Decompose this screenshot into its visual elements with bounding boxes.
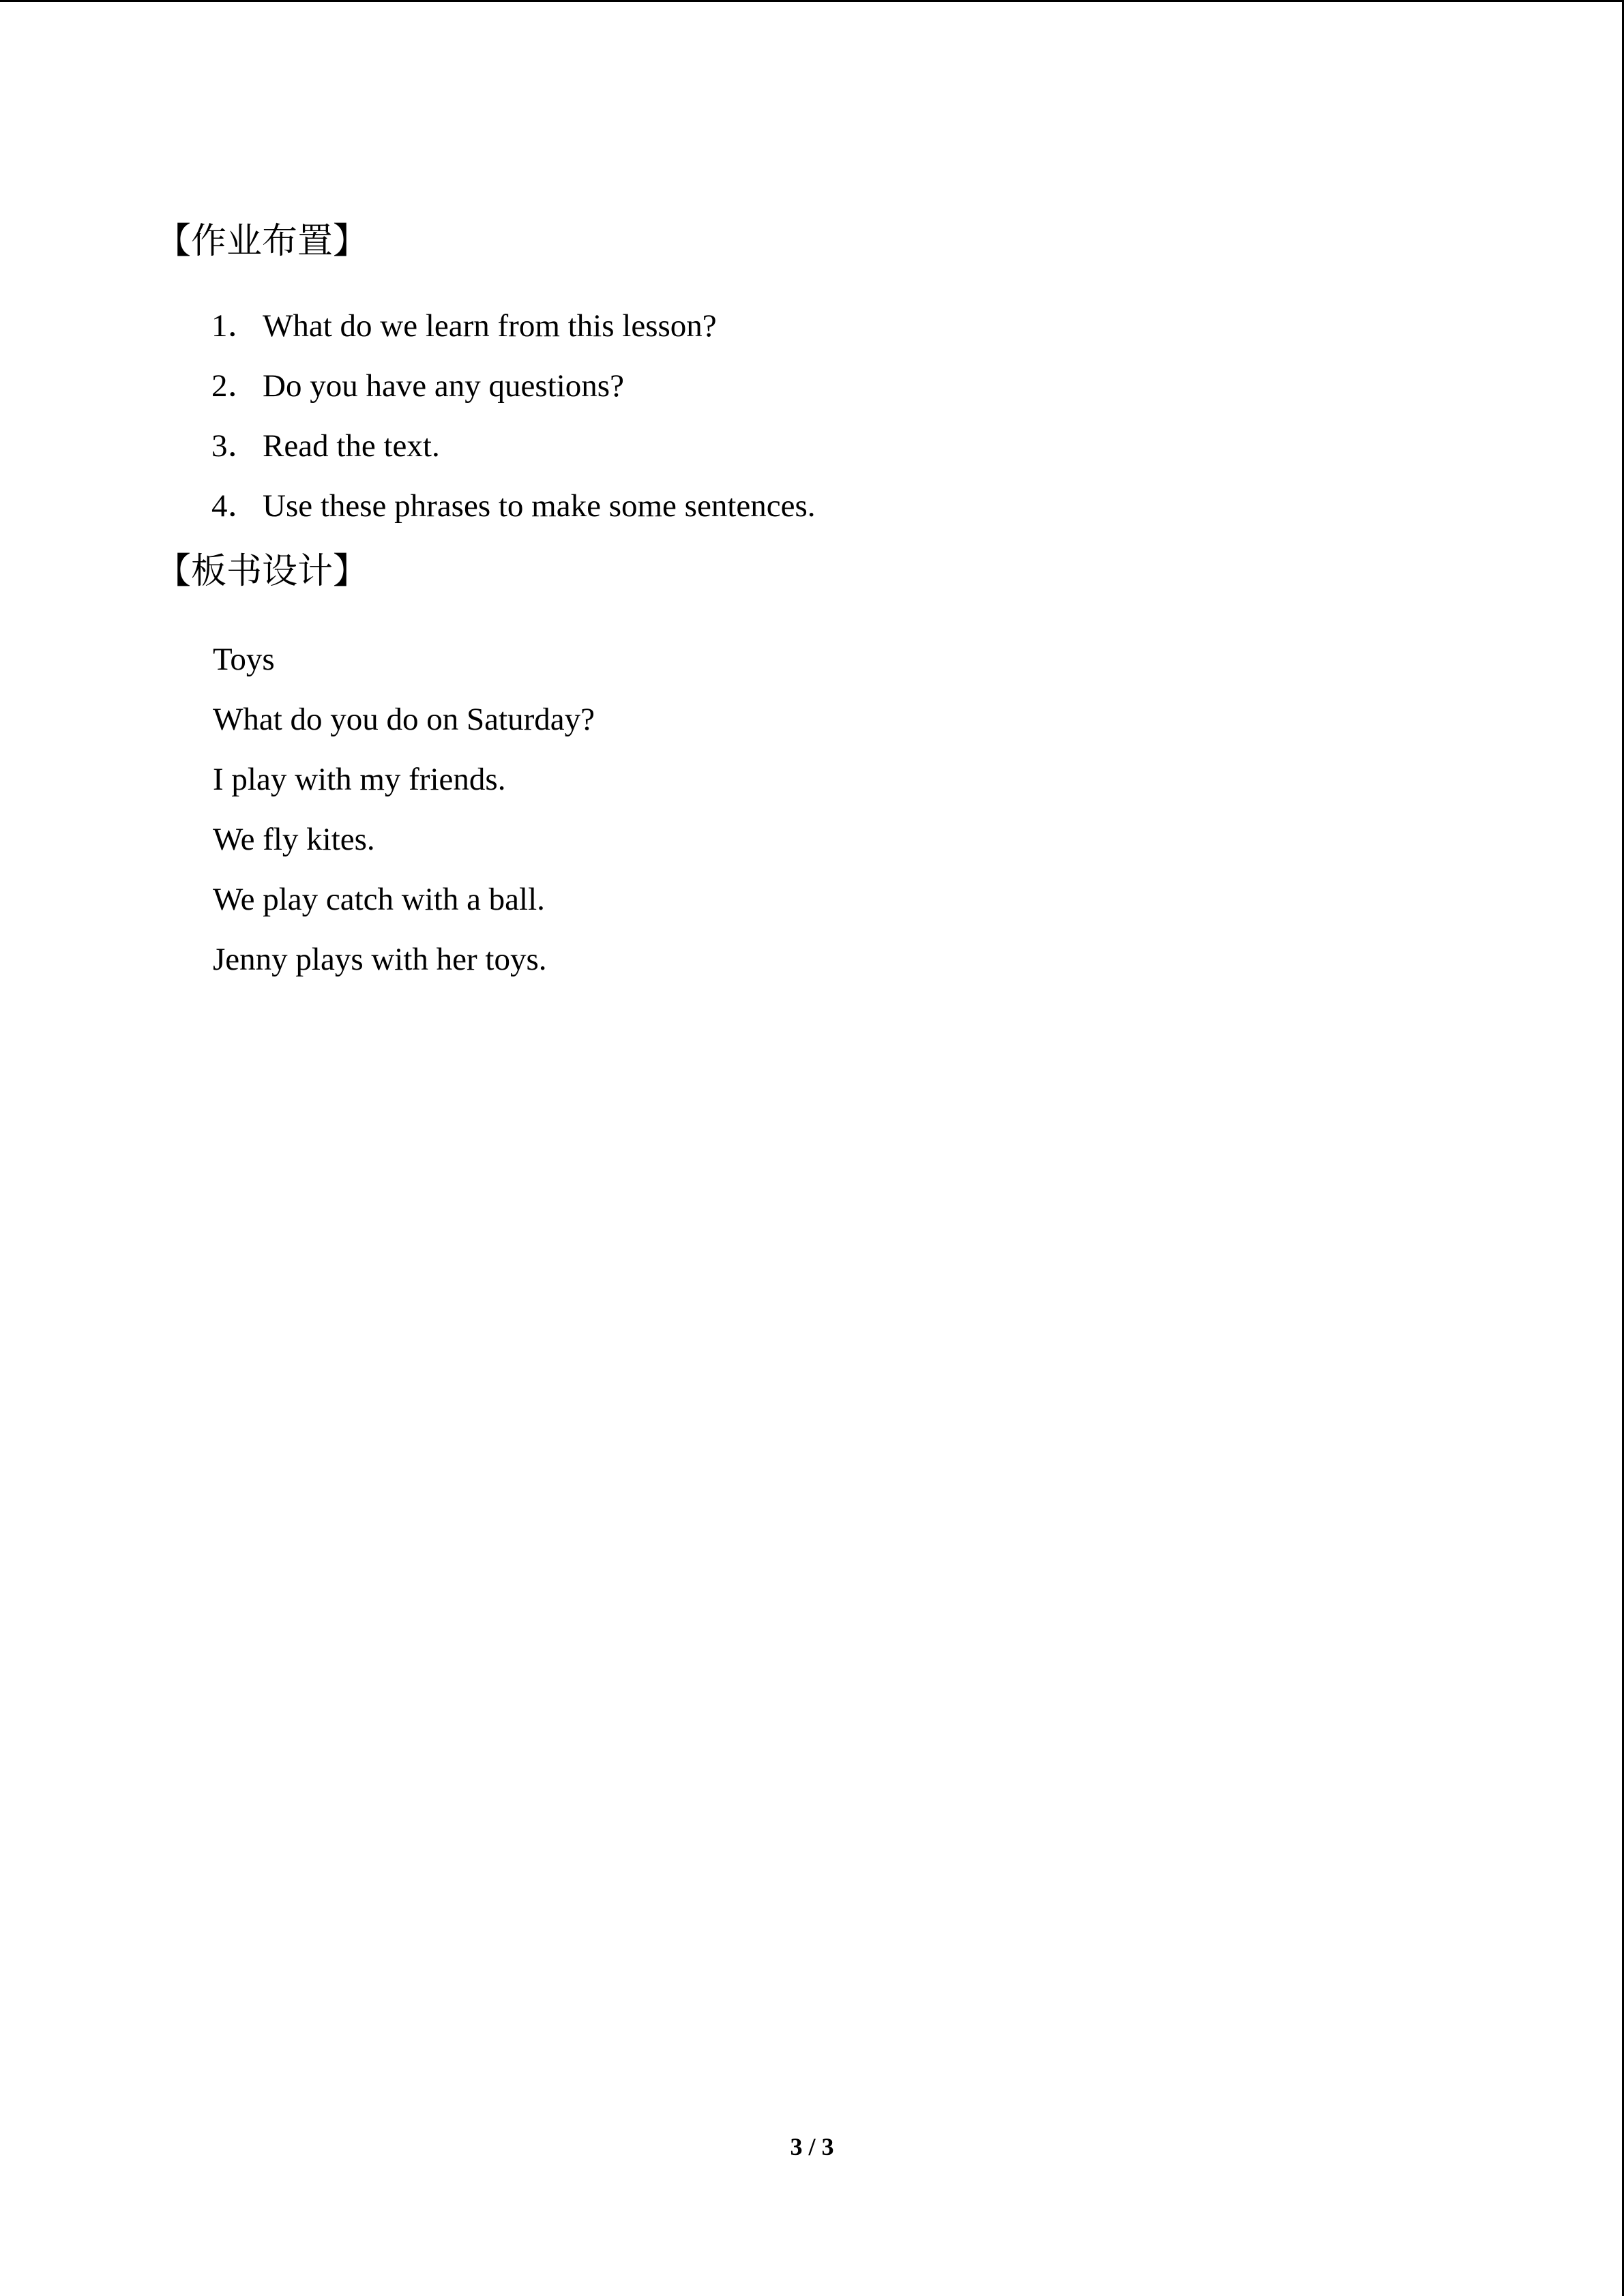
page-number: 3 / 3 — [790, 2133, 834, 2160]
homework-item-number: 1． — [211, 308, 260, 344]
homework-item — [211, 303, 816, 363]
board-design-line: I play with my friends. — [213, 762, 506, 797]
board-design-line: We fly kites. — [213, 822, 375, 857]
homework-heading: 【作业布置】 — [156, 221, 369, 262]
homework-list — [211, 303, 816, 543]
board-design-heading: 【板书设计】 — [156, 551, 369, 592]
board-design-line: Jenny plays with her toys. — [213, 942, 547, 977]
board-design-line: What do you do on Saturday? — [213, 702, 595, 737]
homework-item-text: What do we learn from this lesson? — [263, 308, 717, 344]
board-design-line: We play catch with a ball. — [213, 882, 545, 917]
homework-item-number: 4． — [211, 488, 260, 524]
homework-item-number: 3． — [211, 428, 260, 464]
board-design-line: Toys — [213, 642, 275, 677]
page-border-top — [0, 0, 1624, 2]
homework-item — [211, 363, 816, 423]
homework-item — [211, 423, 816, 483]
homework-item-text: Use these phrases to make some sentences. — [263, 488, 816, 524]
homework-item-number: 2． — [211, 368, 260, 404]
homework-item-text: Read the text. — [263, 428, 440, 464]
board-design-list — [213, 637, 595, 997]
homework-item-text: Do you have any questions? — [263, 368, 624, 404]
homework-item — [211, 483, 816, 543]
